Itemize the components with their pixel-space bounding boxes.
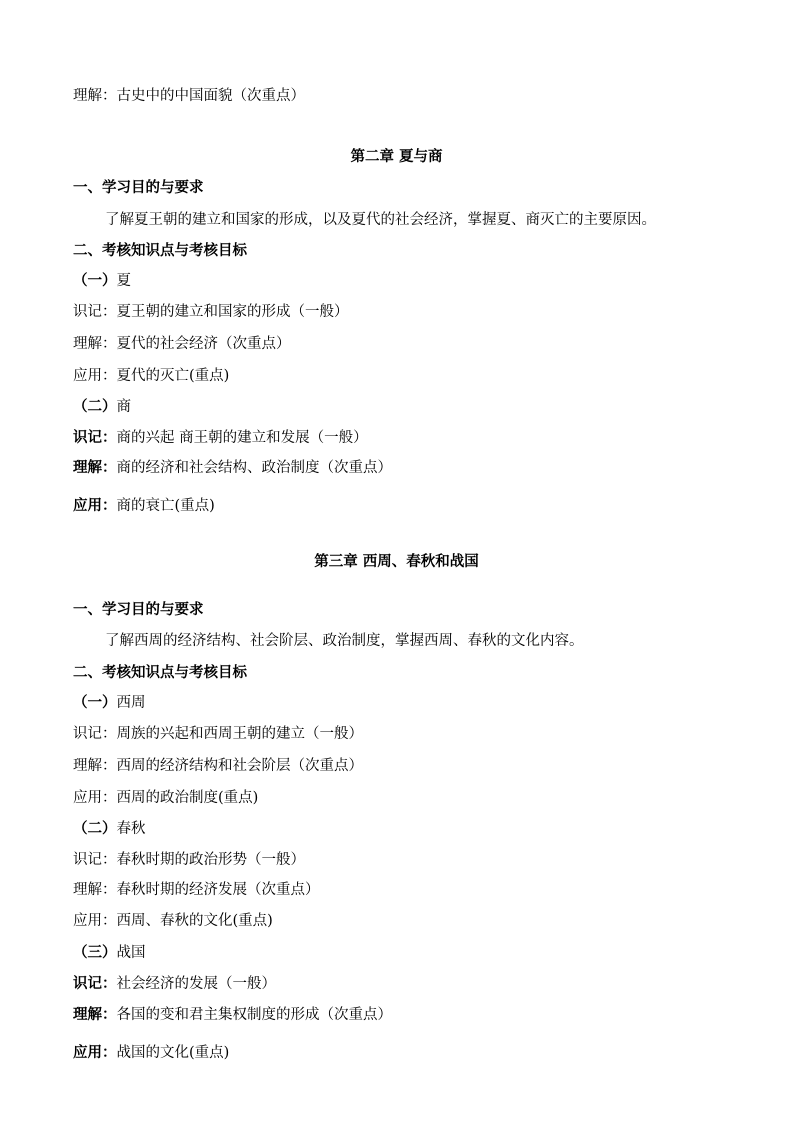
section-heading: 一、学习目的与要求 xyxy=(73,602,204,618)
objective-label: 识记： xyxy=(73,975,117,992)
subsection-number: （二） xyxy=(73,820,117,837)
objective-text: 古史中的中国面貌（次重点） xyxy=(116,88,305,104)
subsection-name: 商 xyxy=(116,399,131,415)
objective-text: 西周的经济结构和社会阶层（次重点） xyxy=(116,758,363,774)
objective-text: 社会经济的发展（一般） xyxy=(116,976,276,992)
objective-label: 理解： xyxy=(73,88,117,104)
objective-text: 春秋时期的经济发展（次重点） xyxy=(116,882,320,898)
subsection-name: 夏 xyxy=(116,273,131,289)
chapter-title: 第三章 西周、春秋和战国 xyxy=(314,553,479,570)
objective-label: 应用： xyxy=(73,497,117,514)
objective-label: 识记： xyxy=(73,429,117,446)
objective-text: 商的衰亡(重点) xyxy=(116,498,215,514)
paragraph: 了解夏王朝的建立和国家的形成，以及夏代的社会经济，掌握夏、商灭亡的主要原因。 xyxy=(105,212,656,228)
subsection-heading xyxy=(73,400,131,415)
objective-text: 西周、春秋的文化(重点) xyxy=(116,913,273,929)
objective-label: 识记： xyxy=(73,852,117,868)
objective-text: 西周的政治制度(重点) xyxy=(116,790,259,806)
subsection-number: （二） xyxy=(73,398,117,415)
objective-text: 春秋时期的政治形势（一般） xyxy=(116,852,305,868)
objective-text: 战国的文化(重点) xyxy=(116,1045,230,1061)
subsection-heading xyxy=(73,274,131,289)
objective-label: 应用： xyxy=(73,790,117,806)
objective-line xyxy=(73,499,215,514)
objective-label: 识记： xyxy=(73,304,117,320)
objective-line xyxy=(73,791,258,806)
objective-line xyxy=(73,337,291,352)
objective-label: 理解： xyxy=(73,758,117,774)
objective-line xyxy=(73,1046,229,1061)
objective-text: 周族的兴起和西周王朝的建立（一般） xyxy=(116,726,363,742)
objective-line xyxy=(73,1008,392,1023)
objective-label: 理解： xyxy=(73,1006,117,1023)
objective-line xyxy=(73,759,363,774)
section-heading: 二、考核知识点与考核目标 xyxy=(73,665,247,681)
objective-text: 商的兴起 商王朝的建立和发展（一般） xyxy=(116,430,368,446)
chapter-title: 第二章 夏与商 xyxy=(350,148,443,165)
section-heading: 一、学习目的与要求 xyxy=(73,180,204,196)
objective-line xyxy=(73,431,368,446)
subsection-heading xyxy=(73,822,146,837)
objective-line xyxy=(73,853,305,868)
subsection-name: 战国 xyxy=(116,945,146,961)
objective-line xyxy=(73,89,305,104)
objective-text: 夏王朝的建立和国家的形成（一般） xyxy=(116,304,349,320)
objective-line xyxy=(73,461,392,476)
subsection-name: 春秋 xyxy=(116,821,146,837)
subsection-name: 西周 xyxy=(116,695,146,711)
paragraph: 了解西周的经济结构、社会阶层、政治制度，掌握西周、春秋的文化内容。 xyxy=(105,633,584,649)
section-heading: 二、考核知识点与考核目标 xyxy=(73,243,247,259)
subsection-heading xyxy=(73,696,146,711)
subsection-number: （一） xyxy=(73,694,117,711)
objective-label: 应用： xyxy=(73,1044,117,1061)
objective-label: 理解： xyxy=(73,459,117,476)
objective-label: 理解： xyxy=(73,882,117,898)
objective-line xyxy=(73,977,276,992)
objective-line xyxy=(73,883,320,898)
subsection-number: （三） xyxy=(73,944,117,961)
objective-text: 夏代的社会经济（次重点） xyxy=(116,336,291,352)
objective-line xyxy=(73,305,349,320)
subsection-heading xyxy=(73,946,146,961)
objective-line xyxy=(73,914,273,929)
objective-text: 各国的变和君主集权制度的形成（次重点） xyxy=(116,1007,392,1023)
objective-label: 理解： xyxy=(73,336,117,352)
objective-label: 应用： xyxy=(73,368,117,384)
objective-text: 夏代的灭亡(重点) xyxy=(116,368,230,384)
objective-line xyxy=(73,727,363,742)
objective-label: 应用： xyxy=(73,913,117,929)
subsection-number: （一） xyxy=(73,272,117,289)
objective-line xyxy=(73,369,229,384)
objective-label: 识记： xyxy=(73,726,117,742)
objective-text: 商的经济和社会结构、政治制度（次重点） xyxy=(116,460,392,476)
